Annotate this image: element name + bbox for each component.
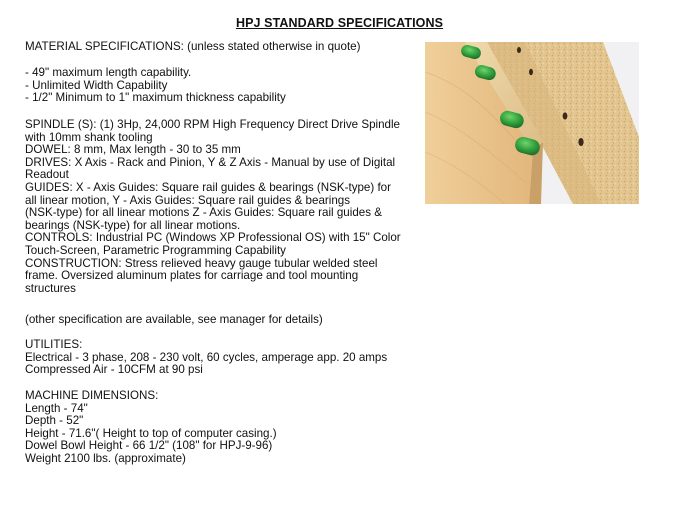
dowel-bowl-height-line: Dowel Bowl Height - 66 1/2" (108" for HPJ-9-96) bbox=[25, 439, 273, 453]
dowel-line: DOWEL: 8 mm, Max length - 30 to 35 mm bbox=[25, 143, 241, 157]
capability-line: - 49" maximum length capability. bbox=[25, 66, 192, 79]
compressed-air-line: Compressed Air - 10CFM at 90 psi bbox=[25, 363, 203, 377]
dimensions-header: MACHINE DIMENSIONS: bbox=[25, 389, 159, 402]
product-photo-svg bbox=[425, 42, 639, 204]
material-header-text: MATERIAL SPECIFICATIONS: (unless stated otherwise in quote) bbox=[25, 40, 361, 53]
construction-line: CONSTRUCTION: Stress relieved heavy gauge tubular welded steel bbox=[25, 256, 378, 270]
drilled-hole bbox=[563, 112, 568, 119]
dowels-in-particleboard-photo bbox=[425, 42, 639, 204]
capability-line: - 1/2" Minimum to 1" maximum thickness capability bbox=[25, 91, 286, 105]
height-line: Height - 71.6"( Height to top of computer casing.) bbox=[25, 426, 277, 440]
controls-line: Touch-Screen, Parametric Programming Capability bbox=[25, 243, 286, 257]
guides-line: (NSK-type) for all linear motions Z - Axis Guides: Square rail guides & bbox=[25, 206, 382, 220]
drilled-hole bbox=[578, 138, 583, 146]
depth-line: Depth - 52" bbox=[25, 414, 84, 428]
page-title: HPJ STANDARD SPECIFICATIONS bbox=[235, 16, 444, 30]
machine-specifications bbox=[25, 119, 401, 295]
other-specifications-note bbox=[25, 314, 323, 327]
construction-line: frame. Oversized aluminum plates for carriage and tool mounting bbox=[25, 269, 359, 283]
weight-line: Weight 2100 lbs. (approximate) bbox=[25, 451, 186, 465]
other-note-text: (other specification are available, see manager for details) bbox=[25, 313, 323, 326]
spindle-line: SPINDLE (S): (1) 3Hp, 24,000 RPM High Frequency Direct Drive Spindle bbox=[25, 118, 401, 131]
length-line: Length - 74" bbox=[25, 401, 88, 415]
capabilities-list bbox=[25, 67, 286, 105]
construction-line: structures bbox=[25, 281, 76, 295]
capability-line: - Unlimited Width Capability bbox=[25, 78, 168, 92]
drilled-hole bbox=[517, 47, 521, 53]
drives-line: DRIVES: X Axis - Rack and Pinion, Y & Z Axis - Manual by use of Digital bbox=[25, 155, 396, 169]
controls-line: CONTROLS: Industrial PC (Windows XP Professional OS) with 15" Color bbox=[25, 231, 401, 245]
electrical-line: Electrical - 3 phase, 208 - 230 volt, 60 cycles, amperage app. 20 amps bbox=[25, 350, 388, 364]
material-specifications-header bbox=[25, 41, 360, 54]
machine-dimensions-section bbox=[25, 390, 277, 466]
drives-line: Readout bbox=[25, 168, 69, 182]
utilities-section bbox=[25, 339, 387, 377]
guides-line: GUIDES: X - Axis Guides: Square rail guides & bearings (NSK-type) for bbox=[25, 180, 391, 194]
guides-line: all linear motion, Y - Axis Guides: Square rail guides & bearings bbox=[25, 193, 351, 207]
utilities-header: UTILITIES: bbox=[25, 338, 83, 351]
spindle-line: with 10mm shank tooling bbox=[25, 130, 153, 144]
drilled-hole bbox=[529, 69, 533, 75]
guides-line: bearings (NSK-type) for all linear motions. bbox=[25, 218, 241, 232]
